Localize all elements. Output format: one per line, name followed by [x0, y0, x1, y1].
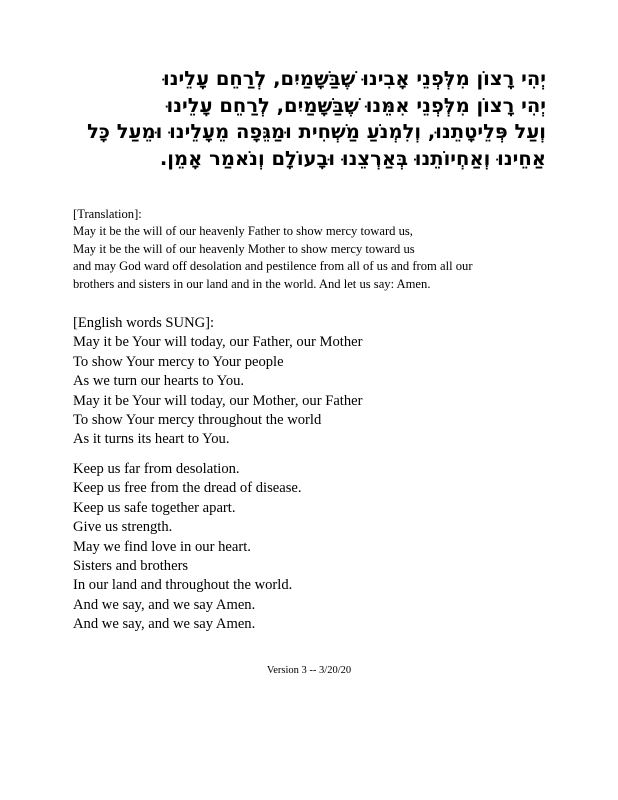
lyric-line: As it turns its heart to You. [73, 431, 230, 448]
hebrew-prayer [74, 66, 546, 172]
lyric-line: To show Your mercy throughout the world [73, 412, 322, 429]
lyric-line: Keep us far from desolation. [73, 461, 240, 477]
hebrew-line-4: אַחֵינוּ וְאַחְיוֹתֵנוּ בְּאַרְצֵנוּ וּבָעוֹלָם וְנֹאמַר אָמֵן. [159, 146, 546, 170]
lyric-line: To show Your mercy to Your people [73, 353, 284, 370]
sung-verse-1 [73, 314, 553, 450]
lyric-line: And we say, and we say Amen. [73, 616, 256, 633]
lyric-line: Give us strength. [73, 519, 173, 536]
hebrew-line-2: יְהִי רָצוֹן מִלְּפְנֵי אִמֵּנוּ שֶׁבַּשָּׁמַיִם, לְרַחֵם עָלֵינוּ [166, 93, 546, 117]
translation-line: May it be the will of our heavenly Father to show mercy toward us, [73, 224, 413, 239]
lyric-line: In our land and throughout the world. [73, 577, 293, 594]
hebrew-line-1: יְהִי רָצוֹן מִלְּפְנֵי אָבִינוּ שֶׁבַּשָּׁמַיִם, לְרַחֵם עָלֵינוּ [163, 67, 546, 90]
lyric-line: Keep us safe together apart. [73, 499, 236, 516]
translation-line: May it be the will of our heavenly Mother to show mercy toward us [73, 241, 415, 256]
translation-line: and may God ward off desolation and pestilence from all of us and from all our [73, 259, 473, 274]
lyric-line: Sisters and brothers [73, 558, 189, 575]
lyric-line: As we turn our hearts to You. [73, 373, 245, 390]
translation-section [73, 206, 553, 293]
version-footer: Version 3 -- 3/20/20 [266, 665, 352, 676]
hebrew-line-3: וְעַל פְּלֵיטָתֵנוּ, וְלִמְנֹעַ מַשְׁחִית וּמַגֵּפָה מֵעָלֵינוּ וּמֵעַל כָּל [87, 120, 546, 143]
translation-line: brothers and sisters in our land and in the world. And let us say: Amen. [73, 276, 431, 291]
lyric-line: May it be Your will today, our Father, our Mother [73, 334, 363, 351]
translation-heading: [Translation]: [73, 207, 142, 221]
lyric-line: And we say, and we say Amen. [73, 596, 256, 613]
lyric-line: Keep us free from the dread of disease. [73, 480, 302, 497]
lyric-line: May we find love in our heart. [73, 538, 251, 555]
lyric-line: May it be Your will today, our Mother, our Father [73, 392, 363, 409]
sung-heading: [English words SUNG]: [73, 315, 215, 331]
sung-verse-2 [73, 460, 553, 635]
